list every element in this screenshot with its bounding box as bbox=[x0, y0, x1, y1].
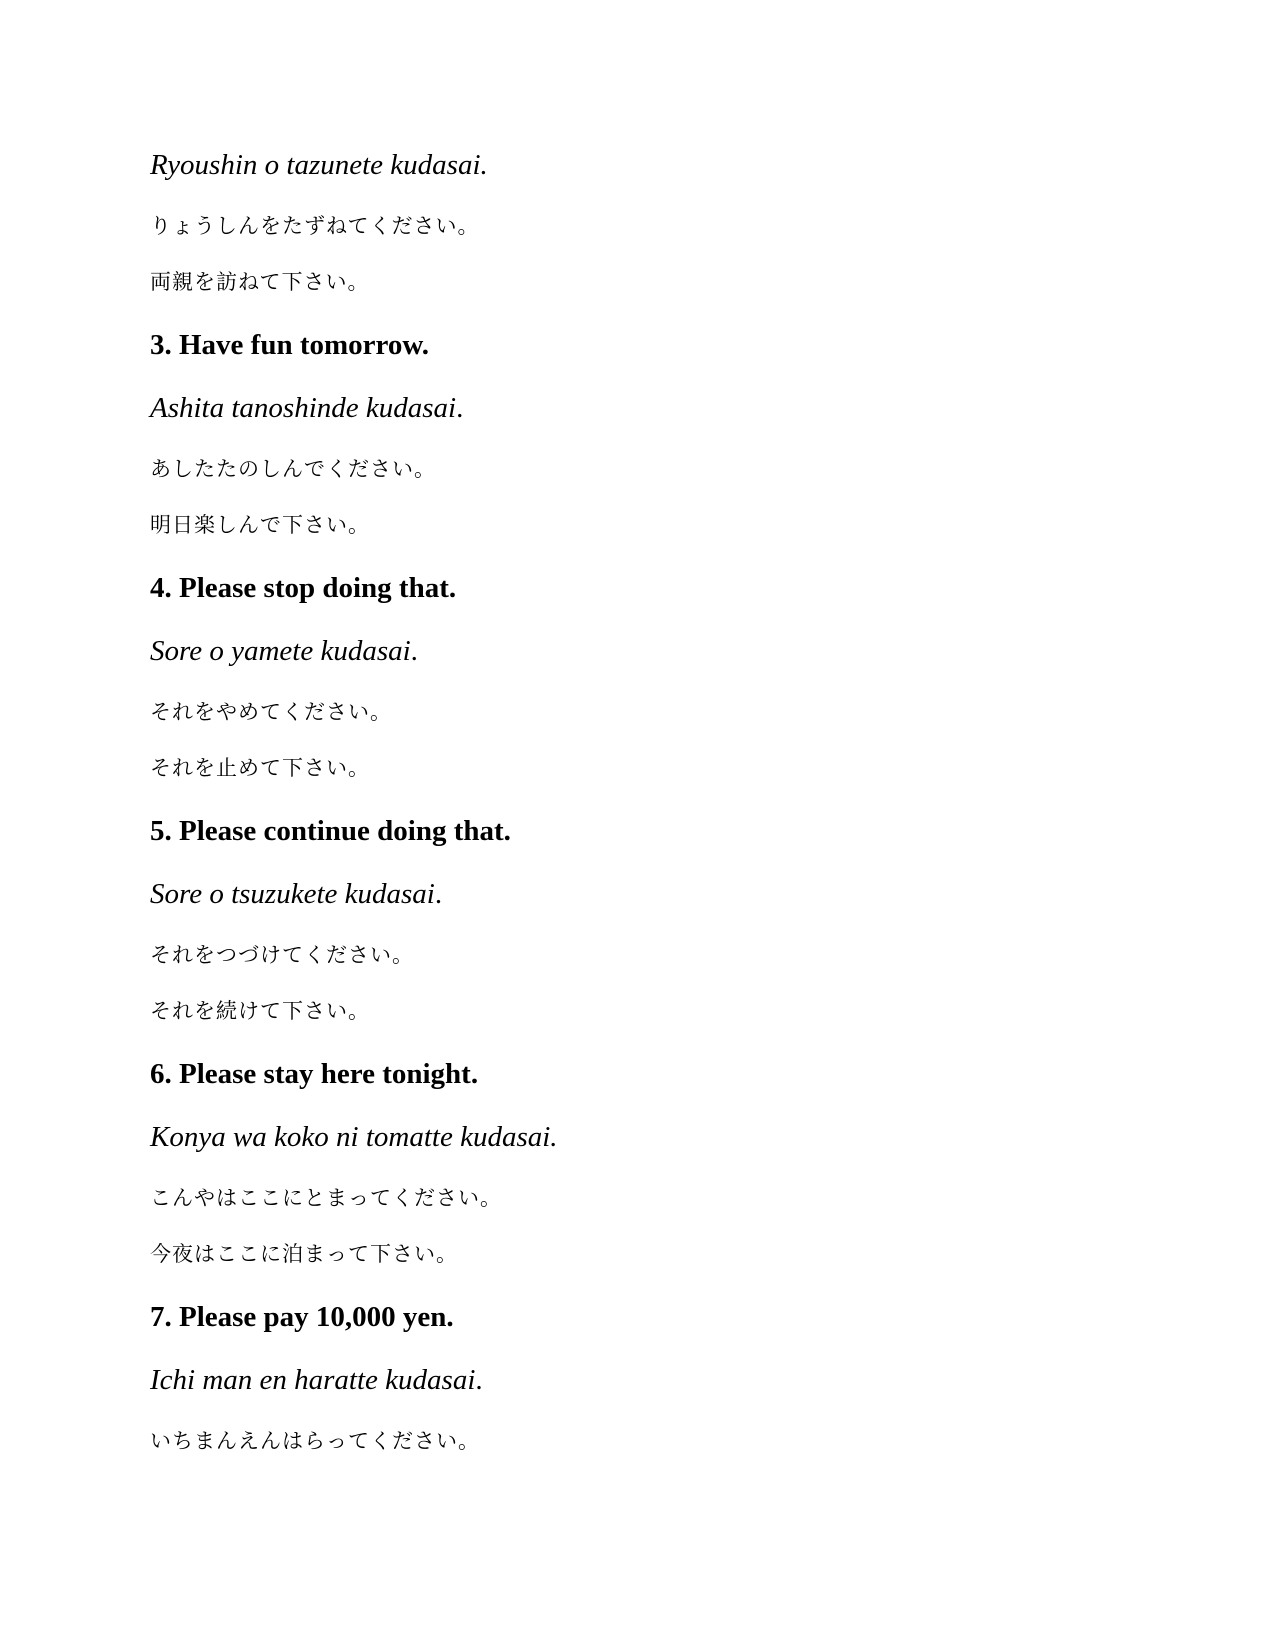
kanji-line: 今夜はここに泊まって下さい。 bbox=[150, 1242, 458, 1266]
romaji-text: Ashita tanoshinde kudasai bbox=[150, 392, 457, 424]
romaji-line bbox=[150, 148, 488, 182]
romaji-line bbox=[150, 1120, 558, 1154]
kanji-line: それを続けて下さい。 bbox=[150, 999, 370, 1023]
kanji-line: 両親を訪ねて下さい。 bbox=[150, 270, 370, 294]
kana-line: それをつづけてください。 bbox=[150, 943, 414, 967]
romaji-text: Ryoushin o tazunete kudasai. bbox=[150, 149, 488, 181]
kanji-line: それを止めて下さい。 bbox=[150, 756, 370, 780]
romaji-line bbox=[150, 634, 418, 668]
romaji-line bbox=[150, 1363, 483, 1397]
kana-line: あしたたのしんでください。 bbox=[150, 457, 436, 481]
romaji-text: Sore o yamete kudasai bbox=[150, 635, 411, 667]
romaji-text: Sore o tsuzukete kudasai bbox=[150, 878, 435, 910]
item-heading: 7. Please pay 10,000 yen. bbox=[150, 1301, 454, 1333]
kana-line: いちまんえんはらってください。 bbox=[150, 1429, 480, 1453]
item-heading: 6. Please stay here tonight. bbox=[150, 1058, 479, 1090]
kana-line: こんやはここにとまってください。 bbox=[150, 1186, 502, 1210]
romaji-text: Konya wa koko ni tomatte kudasai. bbox=[150, 1121, 558, 1153]
romaji-period: . bbox=[456, 392, 464, 424]
romaji-line bbox=[150, 391, 463, 425]
romaji-period: . bbox=[434, 878, 443, 910]
kana-line: りょうしんをたずねてください。 bbox=[150, 214, 480, 238]
item-heading: 4. Please stop doing that. bbox=[150, 572, 457, 604]
item-heading: 5. Please continue doing that. bbox=[150, 815, 511, 847]
romaji-line bbox=[150, 877, 442, 911]
item-heading: 3. Have fun tomorrow. bbox=[150, 329, 429, 361]
kanji-line: 明日楽しんで下さい。 bbox=[150, 513, 370, 537]
romaji-period: . bbox=[410, 635, 418, 667]
kana-line: それをやめてください。 bbox=[150, 700, 392, 724]
romaji-text: Ichi man en haratte kudasai bbox=[150, 1364, 476, 1396]
romaji-period: . bbox=[475, 1364, 483, 1396]
